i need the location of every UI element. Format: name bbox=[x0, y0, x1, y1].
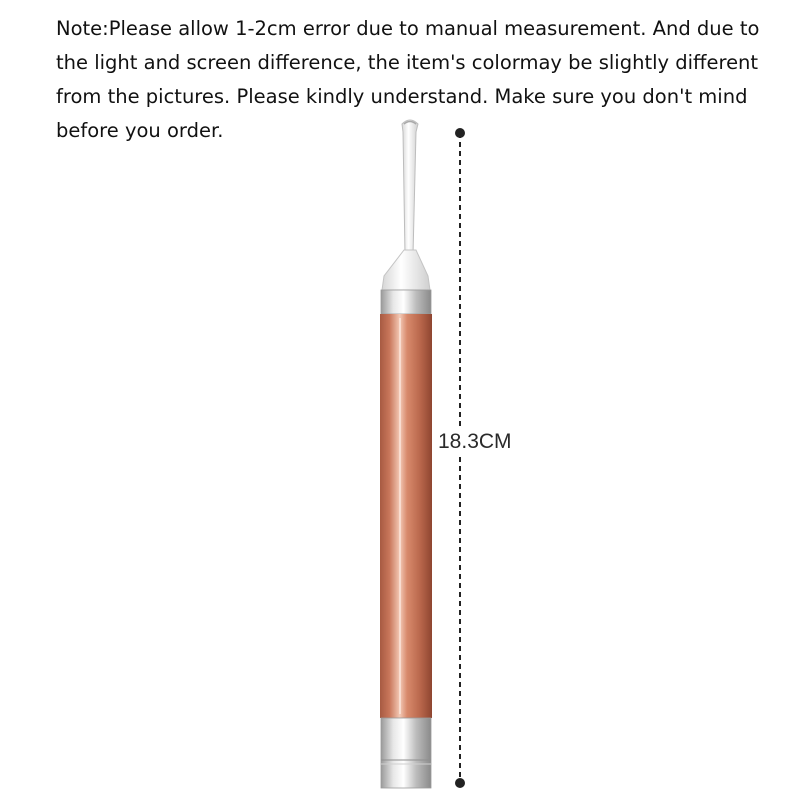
dimension-line bbox=[455, 128, 465, 788]
dimension-end-top bbox=[455, 128, 465, 138]
dimension-end-bottom bbox=[455, 778, 465, 788]
top-collar bbox=[381, 290, 431, 314]
bottom-collar bbox=[381, 718, 431, 788]
handle-body bbox=[380, 314, 432, 718]
product-note: Note:Please allow 1-2cm error due to manual measurement. And due to the light and screen difference, the item's colormay be slightly different from the pictures. Please kindly understand. Make sure you don't mind before you order. bbox=[56, 17, 760, 142]
pick-tip bbox=[382, 120, 430, 290]
dimension-label: 18.3CM bbox=[438, 428, 512, 456]
